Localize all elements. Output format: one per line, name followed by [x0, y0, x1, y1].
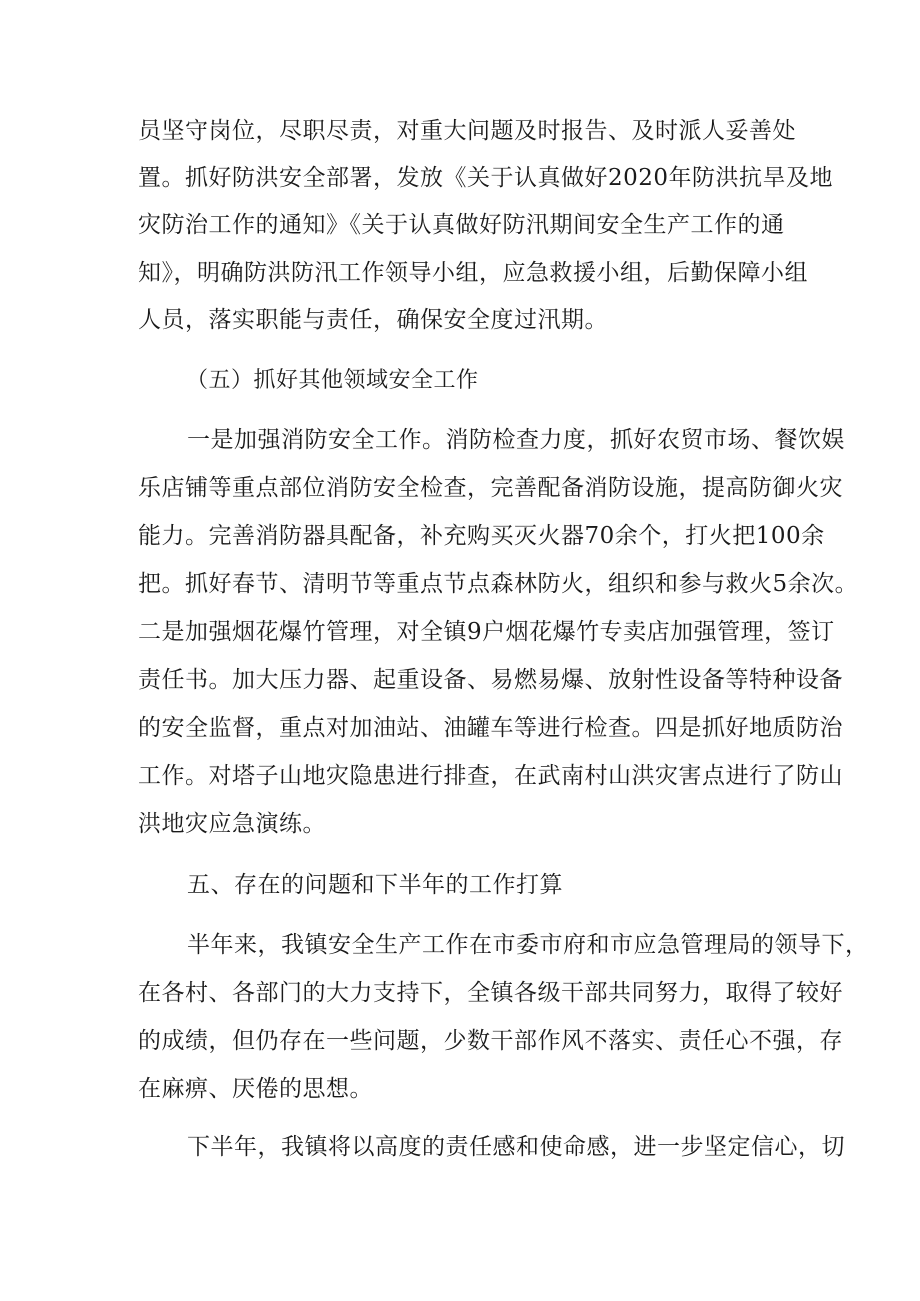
text-line: 工作。对塔子山地灾隐患进行排查，在武南村山洪灾害点进行了防山 — [138, 763, 843, 789]
text-line: 置。抓好防洪安全部署，发放《关于认真做好2020年防洪抗旱及地 — [138, 165, 834, 191]
text-line: 乐店铺等重点部位消防安全检查，完善配备消防设施，提高防御火灾 — [138, 475, 843, 501]
text-line: 的安全监督，重点对加油站、油罐车等进行检查。四是抓好地质防治 — [138, 715, 843, 741]
text-line: 下半年，我镇将以高度的责任感和使命感，进一步坚定信心，切 — [187, 1134, 845, 1160]
text-line: 能力。完善消防器具配备，补充购买灭火器70余个，打火把100余 — [138, 523, 825, 549]
text-line: 在各村、各部门的大力支持下，全镇各级干部共同努力，取得了较好 — [138, 980, 843, 1006]
text-line: 责任书。加大压力器、起重设备、易燃易爆、放射性设备等特种设备 — [138, 667, 843, 693]
text-line: 的成绩，但仍存在一些问题，少数干部作风不落实、责任心不强，存 — [138, 1028, 843, 1054]
section-heading: 五、存在的问题和下半年的工作打算 — [187, 872, 563, 898]
text-line: 半年来，我镇安全生产工作在市委市府和市应急管理局的领导下， — [187, 932, 869, 958]
text-line: 一是加强消防安全工作。消防检查力度，抓好农贸市场、餐饮娱 — [187, 427, 845, 453]
text-line: 把。抓好春节、清明节等重点节点森林防火，组织和参与救火5余次。 — [138, 571, 859, 597]
text-line: 洪地灾应急演练。 — [138, 811, 326, 837]
text-line: 知》，明确防洪防汛工作领导小组，应急救援小组，后勤保障小组 — [138, 260, 808, 286]
text-line: 员坚守岗位，尽职尽责，对重大问题及时报告、及时派人妥善处 — [138, 118, 796, 144]
text-line: 灾防治工作的通知》《关于认真做好防汛期间安全生产工作的通 — [138, 212, 785, 238]
text-line: 人员，落实职能与责任，确保安全度过汛期。 — [138, 307, 608, 333]
text-line: 在麻痹、厌倦的思想。 — [138, 1076, 373, 1102]
text-line: 二是加强烟花爆竹管理，对全镇9户烟花爆竹专卖店加强管理，签订 — [138, 619, 835, 645]
section-subheading: （五）抓好其他领域安全工作 — [186, 368, 479, 393]
